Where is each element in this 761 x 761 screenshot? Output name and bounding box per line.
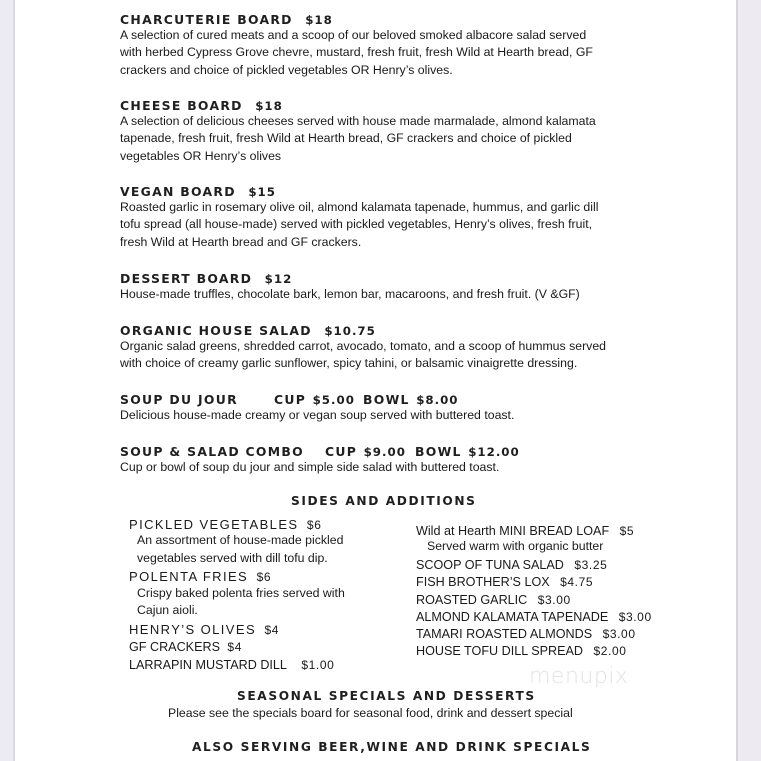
side-item-almond-kalamata-tapenade <box>416 608 652 626</box>
side-price: $3.00 <box>537 593 571 607</box>
seasonal-text: Please see the specials board for seasonal food, drink and dessert special <box>168 706 573 720</box>
side-title: Wild at Hearth MINI BREAD LOAF <box>416 524 610 538</box>
item-title: VEGAN BOARD <box>120 184 236 199</box>
side-title: ROASTED GARLIC <box>416 593 528 607</box>
cup-price: $9.00 <box>363 445 406 459</box>
bowl-price: $12.00 <box>468 445 520 459</box>
watermark-logo: menupix <box>529 664 629 689</box>
item-title: CHEESE BOARD <box>120 98 243 113</box>
item-price: $18 <box>305 13 333 27</box>
side-price: $4 <box>264 623 280 637</box>
item-description: House-made truffles, chocolate bark, lemon bar, macaroons, and fresh fruit. (V &GF) <box>120 287 580 301</box>
menu-page <box>14 0 738 761</box>
bowl-label: BOWL <box>415 444 462 459</box>
item-price: $18 <box>255 99 283 113</box>
side-title: GF CRACKERS <box>129 640 220 654</box>
side-title: TAMARI ROASTED ALMONDS <box>416 627 593 641</box>
item-title: DESSERT BOARD <box>120 271 253 286</box>
side-item-polenta-fries <box>129 568 271 586</box>
item-price: $15 <box>248 185 276 199</box>
side-item-henrys-olives <box>129 621 279 639</box>
left-margin <box>0 0 14 761</box>
side-price: $4.75 <box>560 575 594 589</box>
item-title: CHARCUTERIE BOARD <box>120 12 293 27</box>
side-item-gf-crackers <box>129 638 242 656</box>
item-title: SOUP & SALAD COMBO <box>120 444 304 459</box>
item-description: Roasted garlic in rosemary olive oil, almond kalamata tapenade, hummus, and garlic dill tofu spread (all house-made) served with pickled vegetables, Henry’s olives, fresh fruit, fresh Wild at Hearth bread and GF crackers. <box>120 200 599 249</box>
side-price: $2.00 <box>593 644 627 658</box>
side-description: vegetables served with dill tofu dip. <box>137 551 328 565</box>
side-price: $6 <box>306 518 322 532</box>
side-title: FISH BROTHER’S LOX <box>416 575 550 589</box>
side-title: HENRY’S OLIVES <box>129 622 257 637</box>
side-title: LARRAPIN MUSTARD DILL <box>129 658 287 672</box>
side-price: $3.25 <box>574 558 608 572</box>
item-price: $12 <box>264 272 293 286</box>
drinks-heading: ALSO SERVING BEER,WINE AND DRINK SPECIALS <box>192 740 592 754</box>
right-margin <box>740 0 761 761</box>
side-description: Served warm with organic butter <box>427 539 604 553</box>
side-price: $3.00 <box>618 610 652 624</box>
side-price: $6 <box>256 570 272 584</box>
side-title: POLENTA FRIES <box>129 569 249 584</box>
bowl-label: BOWL <box>363 392 410 407</box>
item-description: Cup or bowl of soup du jour and simple side salad with buttered toast. <box>120 460 500 474</box>
bowl-price: $8.00 <box>416 393 459 407</box>
seasonal-heading: SEASONAL SPECIALS AND DESSERTS <box>237 689 536 703</box>
item-description: A selection of delicious cheeses served with house made marmalade, almond kalamata tapenade, fresh fruit, fresh Wild at Hearth bread, GF crackers and choice of pickled vegetables OR Henry’s olives <box>120 114 596 163</box>
side-title: HOUSE TOFU DILL SPREAD <box>416 644 584 658</box>
item-title: ORGANIC HOUSE SALAD <box>120 323 312 338</box>
cup-price: $5.00 <box>312 393 355 407</box>
side-price: $4 <box>227 640 242 654</box>
side-item-house-tofu-dill-spread <box>416 642 627 660</box>
cup-label: CUP <box>274 392 307 407</box>
side-item-scoop-of-tuna-salad <box>416 556 607 574</box>
side-price: $3.00 <box>602 627 636 641</box>
side-title: PICKLED VEGETABLES <box>129 517 299 532</box>
side-item-tamari-roasted-almonds <box>416 625 636 643</box>
side-description: Crispy baked polenta fries served with <box>137 586 345 600</box>
side-price: $5 <box>619 524 635 538</box>
side-item-roasted-garlic <box>416 591 571 609</box>
item-description: A selection of cured meats and a scoop of our beloved smoked albacore salad served with herbed Cypress Grove chevre, mustard, fresh fruit, fresh Wild at Hearth bread, GF crackers and choice of pickled vegetables OR Henry’s olives. <box>120 28 593 77</box>
side-description: An assortment of house-made pickled <box>137 533 344 547</box>
side-item-fish-brothers-lox <box>416 573 593 591</box>
side-title: ALMOND KALAMATA TAPENADE <box>416 610 609 624</box>
side-item-mini-bread-loaf <box>416 522 634 540</box>
cup-label: CUP <box>325 444 358 459</box>
side-title: SCOOP OF TUNA SALAD <box>416 558 564 572</box>
side-price: $1.00 <box>301 658 335 672</box>
sides-heading: SIDES AND ADDITIONS <box>291 494 477 508</box>
side-description: Cajun aioli. <box>137 603 198 617</box>
item-description: Organic salad greens, shredded carrot, avocado, tomato, and a scoop of hummus served with choice of creamy garlic sunflower, spicy tahini, or balsamic vinaigrette dressing. <box>120 339 606 371</box>
side-item-larrapin-mustard-dill <box>129 656 334 674</box>
item-price: $10.75 <box>324 324 376 338</box>
item-title: SOUP DU JOUR <box>120 392 238 407</box>
side-item-pickled-vegetables <box>129 516 321 534</box>
item-description: Delicious house-made creamy or vegan soup served with buttered toast. <box>120 408 515 422</box>
